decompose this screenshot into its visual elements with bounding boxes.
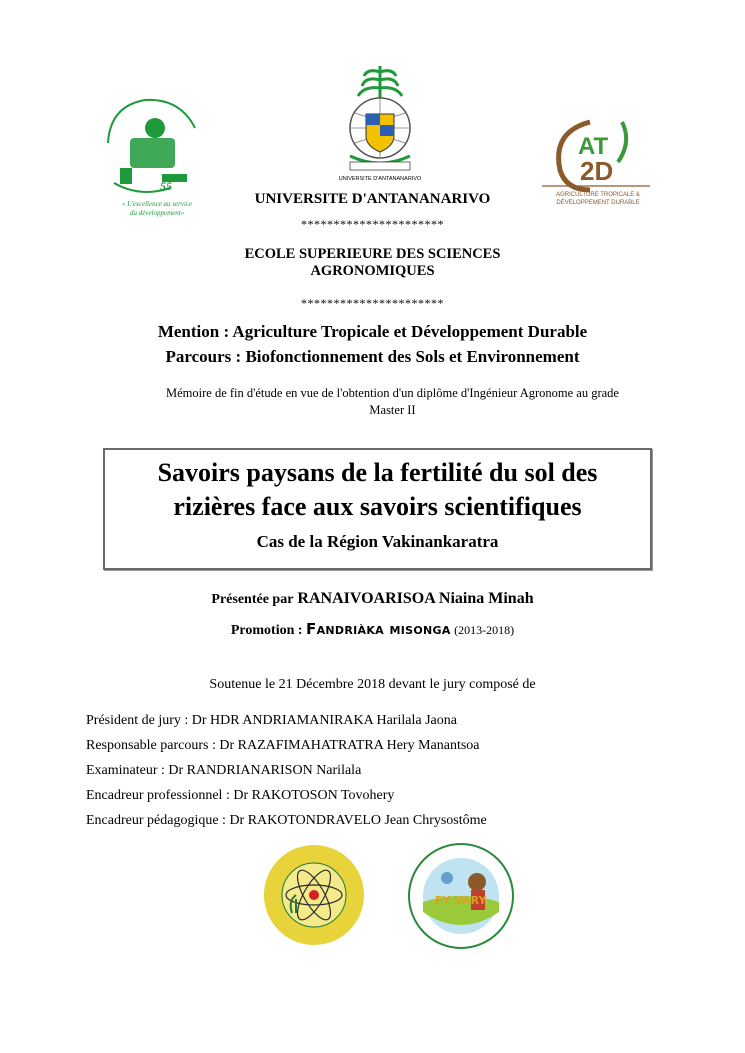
svg-text:FY VARY: FY VARY [435, 894, 487, 907]
jury-list [86, 712, 487, 837]
promotion-line [0, 620, 745, 639]
anniversary-caption-line2: du développement» [130, 209, 185, 217]
memoire-statement [130, 385, 655, 419]
jury-member: Responsable parcours : Dr RAZAFIMAHATRATRA Hery Manantsoa [86, 738, 480, 753]
author-label: Présentée par [211, 592, 294, 607]
school-line2: AGRONOMIQUES [310, 263, 435, 279]
jury-member: Examinateur : Dr RANDRIANARISON Narilala [86, 763, 362, 778]
jury-member: Encadreur pédagogique : Dr RAKOTONDRAVELO Jean Chrysostôme [86, 813, 487, 828]
svg-text:AT: AT [578, 133, 609, 160]
crest-caption: UNIVERSITE D'ANTANANARIVO [338, 176, 422, 182]
jury-member: Encadreur professionnel : Dr RAKOTOSON Tovohery [86, 788, 395, 803]
thesis-subtitle: Cas de la Région Vakinankaratra [256, 532, 499, 551]
at2d-caption-line1: AGRICULTURE TROPICALE & [556, 192, 640, 198]
parcours: Parcours : Biofonctionnement des Sols et Environnement [165, 347, 580, 366]
school-name [0, 246, 745, 280]
radioisotopes-lab-logo-icon [262, 843, 367, 948]
thesis-title-box [103, 448, 652, 570]
school-line1: ECOLE SUPERIEURE DES SCIENCES [244, 246, 501, 262]
thesis-title-line2: rizières face aux savoirs scientifiques [173, 492, 582, 521]
thesis-title-line1: Savoirs paysans de la fertilité du sol des [157, 458, 598, 487]
promotion-name: Fandriàka misonga [306, 620, 451, 638]
separator-bottom: ********************** [301, 296, 444, 310]
memoire-line1: Mémoire de fin d'étude en vue de l'obtention d'un diplôme d'Ingénieur Agronome au grade [166, 386, 619, 400]
separator-top: ********************** [301, 217, 444, 231]
svg-text:55: 55 [160, 179, 172, 193]
author-line [0, 590, 745, 608]
memoire-line2: Master II [369, 403, 416, 417]
at2d-caption-line2: DÉVELOPPEMENT DURABLE [556, 200, 640, 206]
fy-vary-logo-icon [407, 842, 515, 950]
university-crest-icon [330, 58, 430, 183]
promotion-label: Promotion : [230, 623, 303, 638]
defense-statement: Soutenue le 21 Décembre 2018 devant le jury composé de [209, 677, 536, 692]
jury-member: Président de jury : Dr HDR ANDRIAMANIRAKA Harilala Jaona [86, 713, 457, 728]
promotion-years: (2013-2018) [454, 623, 515, 637]
mention: Mention : Agriculture Tropicale et Développement Durable [157, 322, 588, 341]
university-name: UNIVERSITE D'ANTANANARIVO [254, 191, 491, 207]
thesis-title [105, 456, 650, 524]
anniversary-caption-line1: « L'excellence au service [122, 200, 193, 208]
svg-text:2D: 2D [580, 156, 614, 186]
author-name: RANAIVOARISOA Niaina Minah [297, 590, 534, 607]
